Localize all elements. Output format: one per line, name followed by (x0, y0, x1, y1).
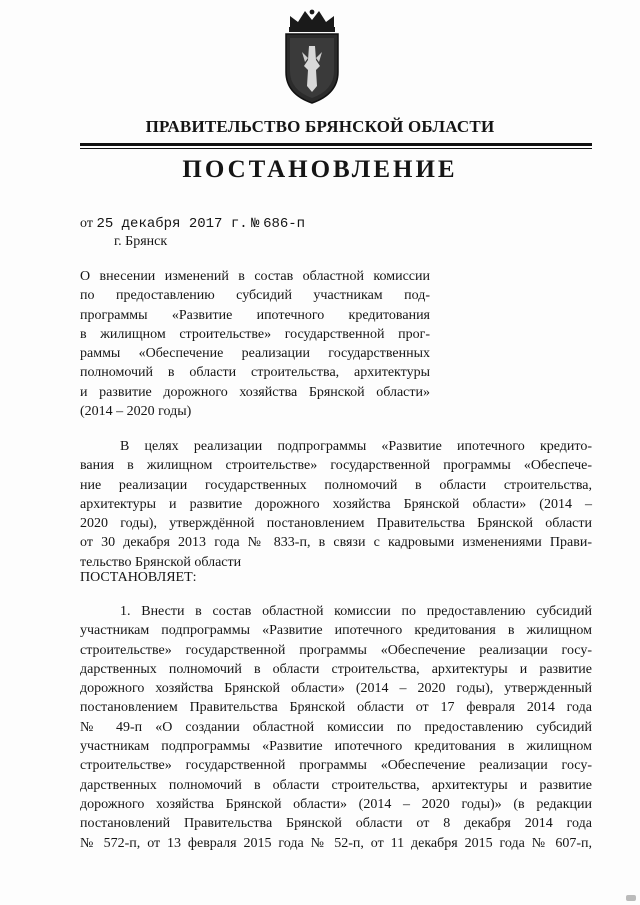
text-line: дорожного хозяйства Брянской области» (2014 – 2020 годы)» (в редакции (80, 796, 592, 812)
header-divider-thin (80, 148, 592, 149)
subject-line: по предоставлению субсидий участникам под- (80, 288, 430, 304)
subject-line: полномочий в области строительства, архитектуры (80, 365, 430, 381)
item-1-paragraph (80, 602, 592, 853)
text-line: 2020 годы), утверждённой постановлением Правительства Брянской области (80, 516, 592, 532)
subject-line: и развитие дорожного хозяйства Брянской области» (80, 384, 430, 400)
subject-line: в жилищном строительстве» государственной прог- (80, 326, 430, 342)
text-line: вания в жилищном строительстве» государственной программы «Обеспече- (80, 458, 592, 474)
date-prefix: от (80, 216, 93, 231)
scan-artifact (626, 895, 636, 901)
text-line: ние реализации государственных полномочий в области строительства, (80, 477, 592, 493)
number-prefix: № (251, 216, 260, 232)
text-line: постановлением Правительства Брянской области от 17 февраля 2014 года (80, 700, 592, 716)
document-date-number (80, 216, 305, 232)
text-line: № 572-п, от 13 февраля 2015 года № 52-п, от 11 декабря 2015 года № 607-п, (80, 835, 592, 851)
header-divider-thick (80, 143, 592, 146)
text-line: от 30 декабря 2013 года № 833-п, в связи с кадровыми изменениями Прави- (80, 535, 592, 551)
subject-line: раммы «Обеспечение реализации государственных (80, 346, 430, 362)
document-date: 25 декабря 2017 г. (96, 216, 248, 232)
government-title: ПРАВИТЕЛЬСТВО БРЯНСКОЙ ОБЛАСТИ (145, 117, 495, 136)
subject-line: (2014 – 2020 годы) (80, 404, 192, 420)
text-line: строительстве» государственной программы «Обеспечение реализации госу- (80, 758, 592, 774)
document-subject (80, 267, 430, 421)
text-line: дарственных полномочий в области строительства, архитектуры и развитие (80, 777, 592, 793)
coat-of-arms-icon (276, 8, 348, 106)
subject-line: программы «Развитие ипотечного кредитования (80, 307, 430, 323)
text-line: участникам подпрограммы «Развитие ипотечного кредитования в жилищном (80, 739, 592, 755)
text-line: В целях реализации подпрограммы «Развитие ипотечного кредито- (120, 439, 592, 454)
text-line: дорожного хозяйства Брянской области» (2014 – 2020 годы), утвержденный (80, 681, 592, 697)
document-city: г. Брянск (114, 234, 168, 249)
text-line: постановлений Правительства Брянской области от 8 декабря 2014 года (80, 816, 592, 832)
text-line: № 49-п «О создании областной комиссии по предоставлению субсидий (80, 719, 592, 735)
preamble-paragraph (80, 437, 592, 572)
document-number: 686-п (263, 216, 306, 232)
text-line: участникам подпрограммы «Развитие ипотечного кредитования в жилищном (80, 623, 592, 639)
document-type-title: ПОСТАНОВЛЕНИЕ (182, 156, 458, 183)
text-line: 1. Внести в состав областной комиссии по предоставлению субсидий (120, 604, 592, 619)
resolves-heading: ПОСТАНОВЛЯЕТ: (80, 570, 197, 585)
text-line: архитектуры и развитие дорожного хозяйства Брянской области» (2014 – (80, 496, 592, 512)
text-line: тельство Брянской области (80, 554, 242, 570)
text-line: строительстве» государственной программы «Обеспечение реализации госу- (80, 642, 592, 658)
text-line: дарственных полномочий в области строительства, архитектуры и развитие (80, 661, 592, 677)
subject-line: О внесении изменений в состав областной комиссии (80, 269, 430, 284)
